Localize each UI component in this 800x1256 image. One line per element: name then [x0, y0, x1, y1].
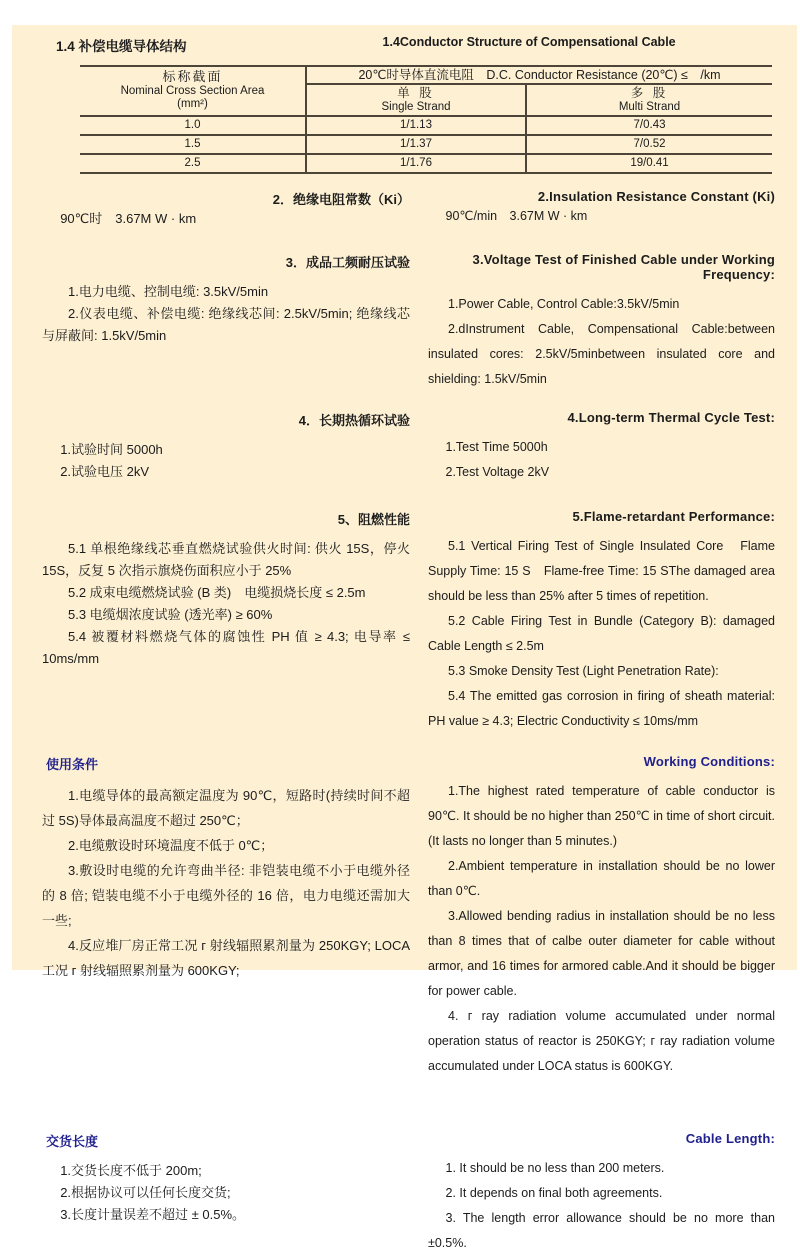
section-2-zh: [42, 189, 410, 230]
header-single-strand-en: Single Strand: [381, 100, 451, 113]
header-nominal-unit: (mm²): [177, 98, 208, 111]
section-flame-retardant: [42, 509, 775, 734]
section-5-zh: [42, 509, 410, 734]
paragraph: 1.试验时间 5000h: [60, 441, 163, 457]
paragraph: 2.仪表电缆、补偿电缆: 绝缘线芯间: 2.5kV/5min; 绝缘线芯与屏蔽间: 1.5kV/5min: [42, 305, 410, 343]
cable-length-zh: [42, 1131, 410, 1256]
paragraph: 3. The length error allowance should be no more than ±0.5%.: [428, 1210, 775, 1250]
section-working-conditions: [42, 754, 775, 1079]
paragraph: 5.2 成束电缆燃烧试验 (B 类) 电缆损烧长度 ≤ 2.5m: [68, 584, 366, 600]
working-conditions-en: [428, 754, 775, 1079]
paragraph: 2.电缆敷设时环境温度不低于 0℃；: [68, 837, 274, 853]
paragraph: 1.交货长度不低于 200m;: [60, 1162, 202, 1178]
paragraph: 1. It should be no less than 200 meters.: [445, 1160, 665, 1175]
section-voltage-test: [42, 252, 775, 392]
table-row: [80, 135, 772, 154]
paragraph: 90℃时 3.67M W · km: [60, 210, 197, 226]
paragraph: 1.Power Cable, Control Cable:3.5kV/5min: [448, 296, 680, 311]
paragraph: 2.根据协议可以任何长度交货;: [60, 1184, 231, 1200]
heading-flame-retardant-en: 5.Flame-retardant Performance:: [572, 508, 775, 524]
heading-cable-length-en: Cable Length:: [685, 1130, 775, 1146]
paragraph: 5.3 电缆烟浓度试验 (透光率) ≥ 60%: [68, 606, 273, 622]
section-thermal-cycle-test: [42, 410, 775, 485]
paragraph: 1.电缆导体的最高额定温度为 90℃，短路时(持续时间不超过 5S)导体最高温度不超过 250℃；: [42, 787, 410, 828]
paragraph: 2.Test Voltage 2kV: [445, 464, 550, 479]
cell-cross-section: 1.0: [80, 116, 306, 135]
heading-insulation-resistance-zh: 2．绝缘电阻常数（Ki）: [272, 191, 410, 207]
paragraph: 5.2 Cable Firing Test in Bundle (Category B): damaged Cable Length ≤ 2.5m: [428, 613, 775, 653]
working-conditions-zh: [42, 754, 410, 1079]
paragraph: 4. г ray radiation volume accumulated under normal operation status of reactor is 250KGY; г ray radiation volume accumulated under LOCA status is 600KGY.: [428, 1008, 775, 1073]
paragraph: 2.dInstrument Cable, Compensational Cable:between insulated cores: 2.5kV/5minbetween insulated core and shielding: 1.5kV/5min: [428, 321, 775, 386]
cell-single-strand: 1/1.76: [306, 154, 526, 173]
heading-thermal-cycle-en: 4.Long-term Thermal Cycle Test:: [567, 409, 775, 425]
paragraph: 3.Allowed bending radius in installation should be no less than 8 times that of calbe outer diameter for cable without armor, and 16 times for armored cable.And it should be bigger for power cable.: [428, 908, 775, 998]
paragraph: 5.4 被覆材料燃烧气体的腐蚀性 PH 值 ≥ 4.3; 电导率 ≤ 10ms/mm: [42, 628, 410, 666]
doc-title-zh: 1.4 补偿电缆导体结构: [56, 39, 187, 54]
paragraph: 5.1 Vertical Firing Test of Single Insulated Core Flame Supply Time: 15 S Flame-free Time: 15 SThe damaged area should be less than 25% after 5 times of repetition.: [428, 538, 775, 603]
heading-voltage-test-zh: 3．成品工频耐压试验: [285, 254, 410, 270]
title-row: [42, 35, 775, 55]
section-4-zh: [42, 410, 410, 485]
paragraph: 2.试验电压 2kV: [60, 463, 150, 479]
section-5-en: [428, 509, 775, 734]
header-single-strand: [306, 84, 526, 116]
heading-insulation-resistance-en: 2.Insulation Resistance Constant (Ki): [537, 188, 775, 204]
conductor-structure-table: [80, 65, 772, 174]
cell-cross-section: 1.5: [80, 135, 306, 154]
header-multi-strand: [526, 84, 772, 116]
cable-length-en: [428, 1131, 775, 1256]
paragraph: 4.反应堆厂房正常工况 г 射线辐照累剂量为 250KGY; LOCA 工况 г 射线辐照累剂量为 600KGY;: [42, 937, 410, 978]
section-cable-length: [42, 1131, 775, 1256]
heading-working-conditions-zh: 使用条件: [46, 756, 99, 772]
header-multi-strand-en: Multi Strand: [618, 100, 681, 113]
header-multi-strand-zh: 多 股: [630, 86, 669, 101]
doc-title-en: 1.4Conductor Structure of Compensational Cable: [382, 35, 676, 49]
section-insulation-resistance: [42, 189, 775, 230]
heading-flame-retardant-zh: 5、阻燃性能: [337, 511, 410, 527]
cell-multi-strand: 7/0.43: [526, 116, 772, 135]
paragraph: 5.3 Smoke Density Test (Light Penetration Rate):: [448, 663, 719, 678]
section-4-en: [428, 410, 775, 485]
heading-thermal-cycle-zh: 4．长期热循环试验: [298, 412, 410, 428]
cell-single-strand: 1/1.13: [306, 116, 526, 135]
cell-multi-strand: 7/0.52: [526, 135, 772, 154]
paragraph: 1.电力电缆、控制电缆: 3.5kV/5min: [68, 283, 269, 299]
table-row: [80, 154, 772, 173]
table-row: [80, 116, 772, 135]
paragraph: 1.The highest rated temperature of cable conductor is 90℃. It should be no higher than 250℃ in time of short circuit. (It lasts no longer than 5 minutes.): [428, 783, 775, 848]
header-dc-resistance: 20℃时导体直流电阻 D.C. Conductor Resistance (20℃) ≤ /km: [306, 66, 772, 84]
header-nominal-en: Nominal Cross Section Area: [120, 85, 265, 98]
paragraph: 1.Test Time 5000h: [445, 439, 548, 454]
paragraph: 2. It depends on final both agreements.: [445, 1185, 663, 1200]
header-nominal-cross-section: [80, 66, 306, 116]
cell-single-strand: 1/1.37: [306, 135, 526, 154]
cell-cross-section: 2.5: [80, 154, 306, 173]
section-3-en: [428, 252, 775, 392]
header-nominal-zh: 标称截面: [162, 69, 223, 85]
paragraph: 5.4 The emitted gas corrosion in firing of sheath material: PH value ≥ 4.3; Electric Conductivity ≤ 10ms/mm: [428, 688, 775, 728]
table-header-row: [80, 66, 772, 84]
paragraph: 3.敷设时电缆的允许弯曲半径: 非铠装电缆不小于电缆外径的 8 倍; 铠装电缆不小于电缆外径的 16 倍，电力电缆还需加大一些;: [42, 862, 410, 928]
paragraph: 90℃/min 3.67M W · km: [445, 208, 588, 223]
paragraph: 2.Ambient temperature in installation should be no lower than 0℃.: [428, 858, 775, 898]
paragraph: 3.长度计量误差不超过 ± 0.5%。: [60, 1206, 246, 1222]
section-2-en: [428, 189, 775, 230]
document-page: [12, 25, 797, 1250]
paragraph: 5.1 单根绝缘线芯垂直燃烧试验供火时间: 供火 15S，停火 15S，反复 5 次指示旗烧伤面积应小于 25%: [42, 540, 410, 578]
header-single-strand-zh: 单 股: [397, 86, 435, 101]
heading-working-conditions-en: Working Conditions:: [643, 753, 775, 769]
heading-cable-length-zh: 交货长度: [46, 1133, 99, 1149]
section-3-zh: [42, 252, 410, 392]
heading-voltage-test-en: 3.Voltage Test of Finished Cable under Working Frequency:: [472, 251, 775, 282]
cell-multi-strand: 19/0.41: [630, 156, 669, 169]
